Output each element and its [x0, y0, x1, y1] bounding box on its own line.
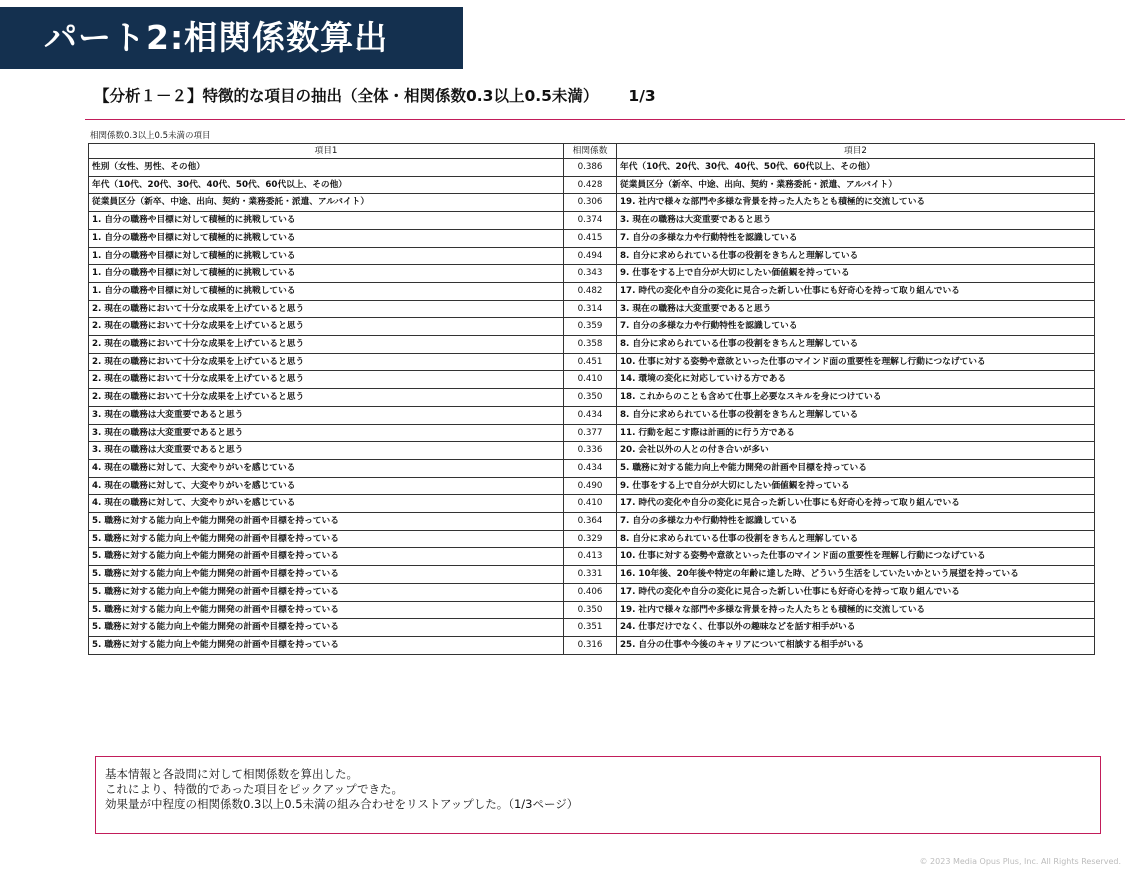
table-row: [89, 353, 1095, 371]
item1-cell: 3. 現在の職務は大変重要であると思う: [89, 442, 564, 460]
item1-cell: 1. 自分の職務や目標に対して積極的に挑戦している: [89, 247, 564, 265]
table-row: [89, 424, 1095, 442]
item1-cell: 5. 職務に対する能力向上や能力開発の計画や目標を持っている: [89, 530, 564, 548]
table-row: [89, 406, 1095, 424]
item1-cell: 2. 現在の職務において十分な成果を上げていると思う: [89, 353, 564, 371]
table-row: [89, 459, 1095, 477]
page-title-banner: [0, 7, 463, 69]
correlation-table: [88, 143, 1095, 655]
coefficient-cell: 0.406: [564, 583, 617, 601]
coefficient-cell: 0.415: [564, 229, 617, 247]
table-row: [89, 247, 1095, 265]
table-row: [89, 477, 1095, 495]
table-row: [89, 229, 1095, 247]
item2-cell: 従業員区分（新卒、中途、出向、契約・業務委託・派遣、アルバイト）: [617, 176, 1095, 194]
coefficient-cell: 0.410: [564, 495, 617, 513]
item2-cell: 3. 現在の職務は大変重要であると思う: [617, 300, 1095, 318]
coefficient-cell: 0.350: [564, 601, 617, 619]
item2-cell: 9. 仕事をする上で自分が大切にしたい価値観を持っている: [617, 265, 1095, 283]
table-row: [89, 371, 1095, 389]
item1-cell: 1. 自分の職務や目標に対して積極的に挑戦している: [89, 212, 564, 230]
column-header-coefficient: 相関係数: [564, 144, 617, 159]
coefficient-cell: 0.428: [564, 176, 617, 194]
item2-cell: 11. 行動を起こす際は計画的に行う方である: [617, 424, 1095, 442]
table-row: [89, 583, 1095, 601]
table-header-row: [89, 144, 1095, 159]
summary-line: 効果量が中程度の相関係数0.3以上0.5未満の組み合わせをリストアップした。（1/3ページ）: [105, 797, 579, 811]
coefficient-cell: 0.358: [564, 336, 617, 354]
coefficient-cell: 0.359: [564, 318, 617, 336]
table-row: [89, 548, 1095, 566]
table-body: [89, 159, 1095, 655]
summary-box: [95, 756, 1101, 834]
item1-cell: 5. 職務に対する能力向上や能力開発の計画や目標を持っている: [89, 583, 564, 601]
table-row: [89, 619, 1095, 637]
item1-cell: 4. 現在の職務に対して、大変やりがいを感じている: [89, 495, 564, 513]
column-header-item1: 項目1: [89, 144, 564, 159]
item2-cell: 9. 仕事をする上で自分が大切にしたい価値観を持っている: [617, 477, 1095, 495]
table-row: [89, 513, 1095, 531]
item2-cell: 18. これからのことも含めて仕事上必要なスキルを身につけている: [617, 389, 1095, 407]
page-title: パート2:相関係数算出: [44, 18, 389, 57]
table-caption: 相関係数0.3以上0.5未満の項目: [90, 131, 211, 141]
table-row: [89, 282, 1095, 300]
coefficient-cell: 0.336: [564, 442, 617, 460]
item2-cell: 25. 自分の仕事や今後のキャリアについて相談する相手がいる: [617, 636, 1095, 654]
item1-cell: 5. 職務に対する能力向上や能力開発の計画や目標を持っている: [89, 619, 564, 637]
item2-cell: 8. 自分に求められている仕事の役割をきちんと理解している: [617, 247, 1095, 265]
item2-cell: 7. 自分の多様な力や行動特性を認識している: [617, 229, 1095, 247]
coefficient-cell: 0.434: [564, 406, 617, 424]
table-row: [89, 636, 1095, 654]
coefficient-cell: 0.343: [564, 265, 617, 283]
table-row: [89, 601, 1095, 619]
coefficient-cell: 0.316: [564, 636, 617, 654]
item1-cell: 2. 現在の職務において十分な成果を上げていると思う: [89, 300, 564, 318]
coefficient-cell: 0.451: [564, 353, 617, 371]
coefficient-cell: 0.386: [564, 159, 617, 177]
item2-cell: 7. 自分の多様な力や行動特性を認識している: [617, 318, 1095, 336]
item2-cell: 24. 仕事だけでなく、仕事以外の趣味などを話す相手がいる: [617, 619, 1095, 637]
summary-line: これにより、特徴的であった項目をピックアップできた。: [105, 782, 403, 796]
item2-cell: 10. 仕事に対する姿勢や意欲といった仕事のマインド面の重要性を理解し行動につなげている: [617, 353, 1095, 371]
item1-cell: 2. 現在の職務において十分な成果を上げていると思う: [89, 318, 564, 336]
item1-cell: 2. 現在の職務において十分な成果を上げていると思う: [89, 389, 564, 407]
item2-cell: 年代（10代、20代、30代、40代、50代、60代以上、その他）: [617, 159, 1095, 177]
item1-cell: 5. 職務に対する能力向上や能力開発の計画や目標を持っている: [89, 548, 564, 566]
coefficient-cell: 0.377: [564, 424, 617, 442]
item1-cell: 3. 現在の職務は大変重要であると思う: [89, 424, 564, 442]
coefficient-cell: 0.351: [564, 619, 617, 637]
subtitle-text: 【分析１－２】特徴的な項目の抽出（全体・相関係数0.3以上0.5未満）: [94, 87, 599, 105]
copyright-notice: © 2023 Media Opus Plus, Inc. All Rights Reserved.: [919, 857, 1121, 866]
item1-cell: 1. 自分の職務や目標に対して積極的に挑戦している: [89, 265, 564, 283]
coefficient-cell: 0.494: [564, 247, 617, 265]
coefficient-cell: 0.482: [564, 282, 617, 300]
coefficient-cell: 0.410: [564, 371, 617, 389]
item1-cell: 5. 職務に対する能力向上や能力開発の計画や目標を持っている: [89, 636, 564, 654]
item1-cell: 2. 現在の職務において十分な成果を上げていると思う: [89, 336, 564, 354]
table-row: [89, 566, 1095, 584]
table-row: [89, 442, 1095, 460]
item2-cell: 16. 10年後、20年後や特定の年齢に達した時、どういう生活をしていたいかという展望を持っている: [617, 566, 1095, 584]
item2-cell: 19. 社内で様々な部門や多様な背景を持った人たちとも積極的に交流している: [617, 194, 1095, 212]
item1-cell: 5. 職務に対する能力向上や能力開発の計画や目標を持っている: [89, 566, 564, 584]
item1-cell: 性別（女性、男性、その他）: [89, 159, 564, 177]
item2-cell: 19. 社内で様々な部門や多様な背景を持った人たちとも積極的に交流している: [617, 601, 1095, 619]
item1-cell: 従業員区分（新卒、中途、出向、契約・業務委託・派遣、アルバイト）: [89, 194, 564, 212]
item2-cell: 17. 時代の変化や自分の変化に見合った新しい仕事にも好奇心を持って取り組んでいる: [617, 583, 1095, 601]
item2-cell: 5. 職務に対する能力向上や能力開発の計画や目標を持っている: [617, 459, 1095, 477]
item2-cell: 8. 自分に求められている仕事の役割をきちんと理解している: [617, 336, 1095, 354]
item1-cell: 1. 自分の職務や目標に対して積極的に挑戦している: [89, 229, 564, 247]
item2-cell: 20. 会社以外の人との付き合いが多い: [617, 442, 1095, 460]
item1-cell: 4. 現在の職務に対して、大変やりがいを感じている: [89, 477, 564, 495]
coefficient-cell: 0.314: [564, 300, 617, 318]
table-row: [89, 194, 1095, 212]
item2-cell: 17. 時代の変化や自分の変化に見合った新しい仕事にも好奇心を持って取り組んでいる: [617, 282, 1095, 300]
coefficient-cell: 0.374: [564, 212, 617, 230]
item2-cell: 10. 仕事に対する姿勢や意欲といった仕事のマインド面の重要性を理解し行動につなげている: [617, 548, 1095, 566]
table-row: [89, 336, 1095, 354]
item1-cell: 5. 職務に対する能力向上や能力開発の計画や目標を持っている: [89, 513, 564, 531]
item1-cell: 5. 職務に対する能力向上や能力開発の計画や目標を持っている: [89, 601, 564, 619]
coefficient-cell: 0.329: [564, 530, 617, 548]
item1-cell: 年代（10代、20代、30代、40代、50代、60代以上、その他）: [89, 176, 564, 194]
item2-cell: 8. 自分に求められている仕事の役割をきちんと理解している: [617, 530, 1095, 548]
item1-cell: 1. 自分の職務や目標に対して積極的に挑戦している: [89, 282, 564, 300]
coefficient-cell: 0.434: [564, 459, 617, 477]
item2-cell: 8. 自分に求められている仕事の役割をきちんと理解している: [617, 406, 1095, 424]
item1-cell: 4. 現在の職務に対して、大変やりがいを感じている: [89, 459, 564, 477]
table-row: [89, 159, 1095, 177]
table-row: [89, 495, 1095, 513]
coefficient-cell: 0.306: [564, 194, 617, 212]
item1-cell: 2. 現在の職務において十分な成果を上げていると思う: [89, 371, 564, 389]
table-row: [89, 265, 1095, 283]
coefficient-cell: 0.413: [564, 548, 617, 566]
item2-cell: 14. 環境の変化に対応していける方である: [617, 371, 1095, 389]
table-row: [89, 212, 1095, 230]
item2-cell: 17. 時代の変化や自分の変化に見合った新しい仕事にも好奇心を持って取り組んでいる: [617, 495, 1095, 513]
coefficient-cell: 0.350: [564, 389, 617, 407]
coefficient-cell: 0.331: [564, 566, 617, 584]
table-row: [89, 530, 1095, 548]
accent-divider: [85, 119, 1125, 120]
item2-cell: 3. 現在の職務は大変重要であると思う: [617, 212, 1095, 230]
table-row: [89, 389, 1095, 407]
item2-cell: 7. 自分の多様な力や行動特性を認識している: [617, 513, 1095, 531]
table-row: [89, 300, 1095, 318]
coefficient-cell: 0.364: [564, 513, 617, 531]
item1-cell: 3. 現在の職務は大変重要であると思う: [89, 406, 564, 424]
table-row: [89, 176, 1095, 194]
section-subtitle: [94, 84, 656, 106]
summary-line: 基本情報と各設問に対して相関係数を算出した。: [105, 767, 358, 781]
coefficient-cell: 0.490: [564, 477, 617, 495]
table-row: [89, 318, 1095, 336]
column-header-item2: 項目2: [617, 144, 1095, 159]
page-indicator: 1/3: [628, 87, 656, 105]
